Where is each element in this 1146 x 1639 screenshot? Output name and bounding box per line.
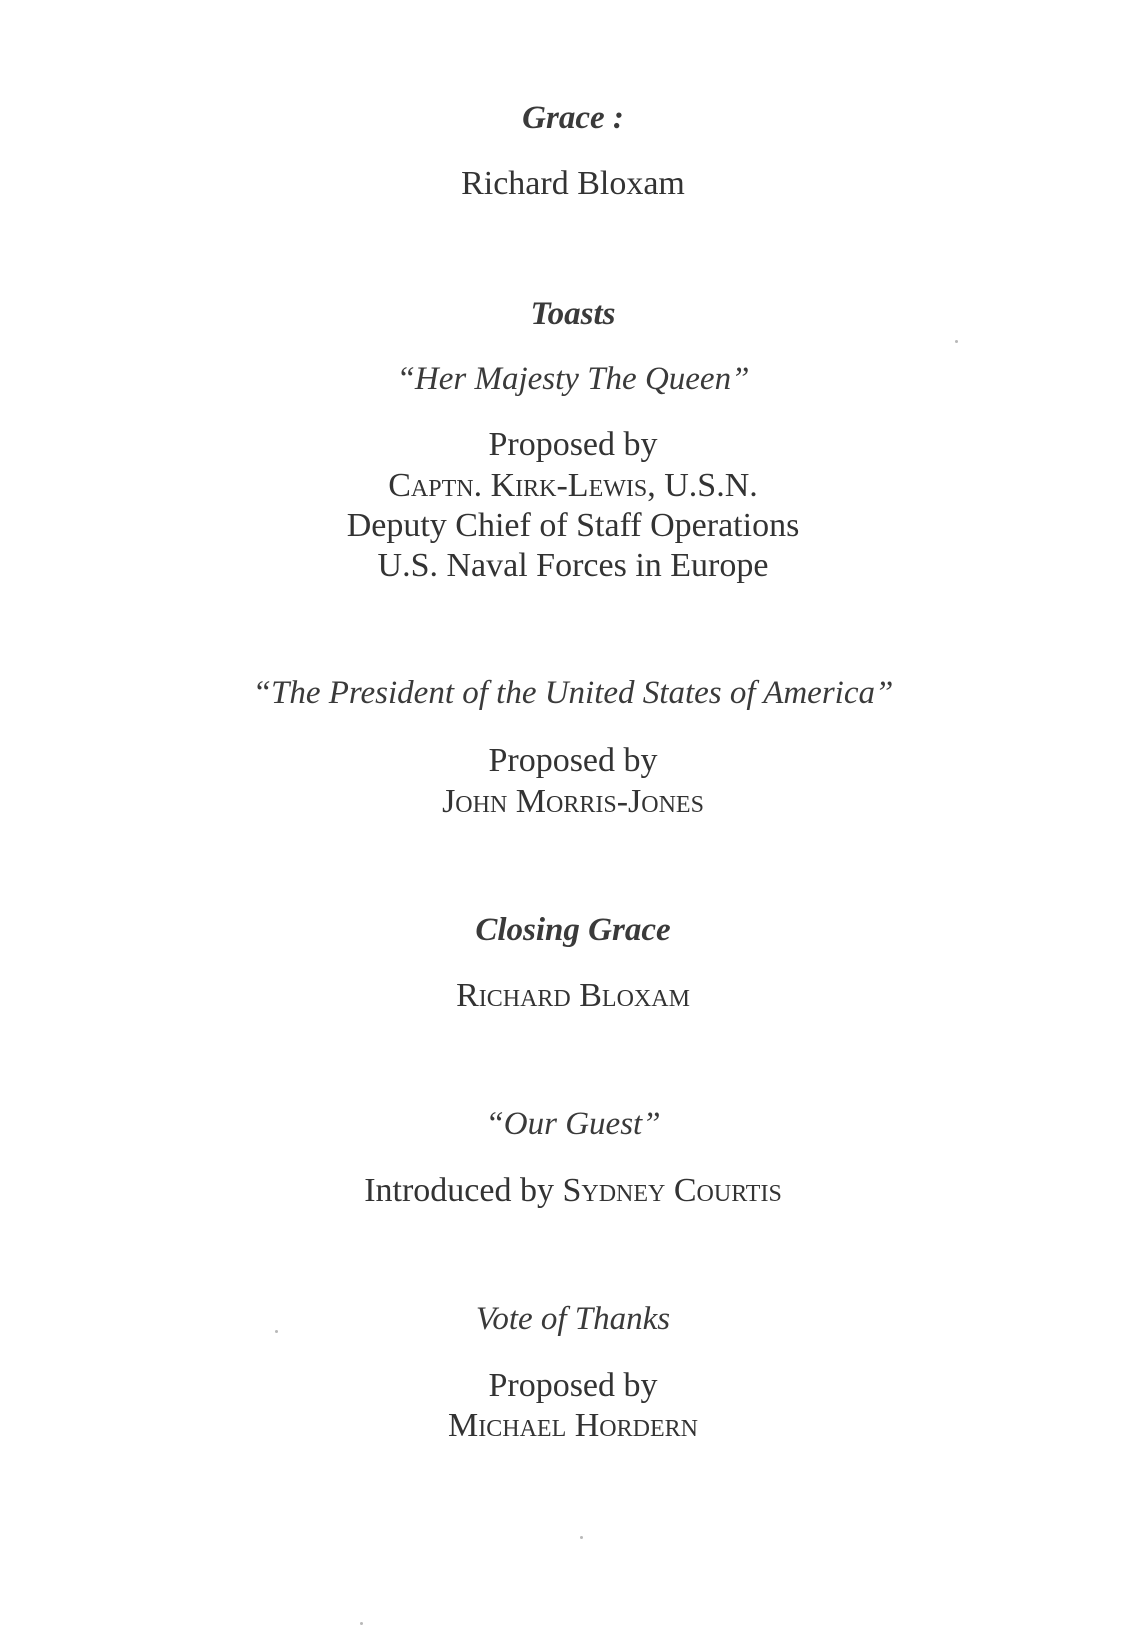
grace-name: Richard Bloxam <box>461 165 685 202</box>
grace-heading: Grace : <box>522 100 624 136</box>
vote-of-thanks-proposed-label: Proposed by <box>488 1367 658 1404</box>
our-guest-introduced-label: Introduced by <box>364 1172 563 1209</box>
our-guest-introduction <box>0 1174 1146 1208</box>
closing-grace-name: Richard Bloxam <box>456 977 690 1014</box>
vote-of-thanks-proposer: Michael Hordern <box>448 1407 698 1444</box>
toast-queen-role-2: U.S. Naval Forces in Europe <box>377 547 769 584</box>
scan-speck <box>955 340 958 343</box>
toast-president-title: “The President of the United States of America” <box>252 675 894 711</box>
toast-president-proposed-label: Proposed by <box>488 742 658 779</box>
toast-president-proposer: John Morris-Jones <box>442 783 704 820</box>
scan-speck <box>580 1536 583 1539</box>
our-guest-introducer: Sydney Courtis <box>562 1172 782 1209</box>
toast-queen-role-1: Deputy Chief of Staff Operations <box>346 507 800 544</box>
closing-grace-heading: Closing Grace <box>475 912 671 948</box>
vote-of-thanks-title: Vote of Thanks <box>475 1301 671 1337</box>
toast-queen-title: “Her Majesty The Queen” <box>396 361 750 397</box>
our-guest-title: “Our Guest” <box>485 1106 661 1142</box>
scan-speck <box>360 1622 363 1625</box>
toast-queen-proposer: Captn. Kirk-Lewis, U.S.N. <box>388 467 758 504</box>
scan-speck <box>275 1330 278 1333</box>
toasts-heading: Toasts <box>530 296 616 332</box>
toast-queen-proposed-label: Proposed by <box>488 426 658 463</box>
